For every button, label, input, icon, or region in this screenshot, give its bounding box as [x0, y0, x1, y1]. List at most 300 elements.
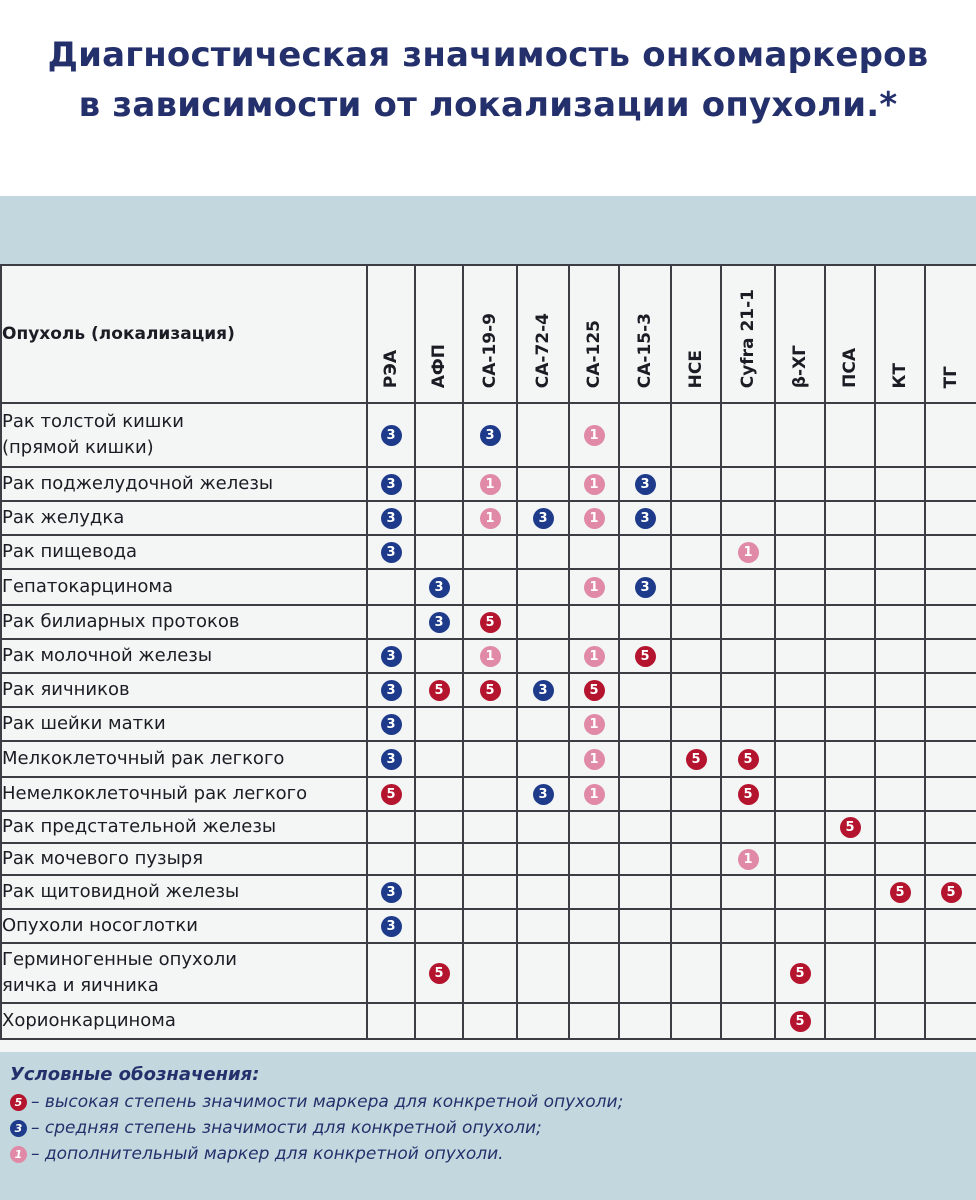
marker-cell	[721, 501, 775, 535]
significance-dot: 3	[381, 749, 402, 770]
marker-cell	[721, 909, 775, 943]
marker-cell	[925, 535, 976, 569]
marker-cell	[875, 673, 925, 707]
marker-header	[925, 265, 976, 403]
marker-cell	[825, 639, 875, 673]
significance-dot: 3	[429, 612, 450, 633]
marker-header	[721, 265, 775, 403]
marker-cell	[619, 673, 671, 707]
marker-cell	[775, 777, 825, 811]
marker-cell	[721, 943, 775, 1003]
significance-dot: 1	[584, 577, 605, 598]
marker-cell	[775, 707, 825, 741]
table-row	[1, 467, 976, 501]
significance-dot: 1	[584, 749, 605, 770]
significance-dot: 1	[584, 714, 605, 735]
marker-cell	[721, 639, 775, 673]
marker-cell	[517, 843, 569, 875]
significance-dot: 1	[584, 474, 605, 495]
marker-cell	[517, 569, 569, 605]
marker-cell	[925, 843, 976, 875]
significance-dot: 1	[584, 425, 605, 446]
marker-cell	[825, 843, 875, 875]
tumor-name: Рак яичников	[1, 673, 367, 707]
marker-cell	[517, 741, 569, 777]
marker-cell	[367, 1003, 415, 1039]
marker-cell	[671, 875, 721, 909]
marker-cell	[463, 875, 517, 909]
marker-cell	[569, 777, 619, 811]
marker-cell	[671, 909, 721, 943]
marker-cell	[825, 673, 875, 707]
significance-dot: 1	[738, 849, 759, 870]
marker-cell	[517, 639, 569, 673]
marker-cell	[619, 741, 671, 777]
marker-cell	[925, 639, 976, 673]
marker-header-label: НСЕ	[686, 349, 706, 388]
marker-cell	[619, 403, 671, 467]
marker-cell	[463, 777, 517, 811]
marker-cell	[875, 875, 925, 909]
marker-cell	[925, 777, 976, 811]
marker-cell	[367, 707, 415, 741]
marker-cell	[875, 843, 925, 875]
marker-cell	[619, 1003, 671, 1039]
marker-cell	[415, 605, 463, 639]
marker-cell	[517, 467, 569, 501]
marker-header-label: СА-125	[584, 319, 604, 388]
marker-cell	[925, 909, 976, 943]
marker-cell	[825, 909, 875, 943]
marker-cell	[825, 1003, 875, 1039]
table-row	[1, 569, 976, 605]
table-row	[1, 673, 976, 707]
significance-dot: 5	[738, 784, 759, 805]
tumor-name: Герминогенные опухоли яичка и яичника	[1, 943, 367, 1003]
marker-cell	[775, 811, 825, 843]
marker-cell	[875, 777, 925, 811]
marker-cell	[671, 777, 721, 811]
marker-cell	[415, 535, 463, 569]
marker-cell	[619, 569, 671, 605]
table-row	[1, 811, 976, 843]
marker-cell	[367, 605, 415, 639]
marker-cell	[367, 843, 415, 875]
marker-cell	[925, 707, 976, 741]
marker-cell	[367, 467, 415, 501]
marker-cell	[671, 943, 721, 1003]
marker-cell	[569, 605, 619, 639]
marker-cell	[875, 605, 925, 639]
marker-cell	[671, 501, 721, 535]
significance-dot: 3	[429, 577, 450, 598]
marker-cell	[875, 467, 925, 501]
legend	[10, 1064, 970, 1167]
marker-cell	[517, 811, 569, 843]
significance-dot: 1	[738, 542, 759, 563]
marker-cell	[721, 605, 775, 639]
marker-cell	[721, 843, 775, 875]
marker-cell	[825, 777, 875, 811]
marker-cell	[875, 943, 925, 1003]
tumor-name: Мелкоклеточный рак легкого	[1, 741, 367, 777]
significance-dot: 1	[584, 508, 605, 529]
marker-cell	[825, 403, 875, 467]
legend-text: – дополнительный маркер для конкретной опухоли.	[31, 1144, 504, 1164]
marker-cell	[721, 741, 775, 777]
significance-dot: 5	[738, 749, 759, 770]
marker-cell	[517, 535, 569, 569]
marker-cell	[875, 909, 925, 943]
marker-cell	[875, 707, 925, 741]
marker-cell	[463, 535, 517, 569]
marker-cell	[517, 707, 569, 741]
marker-cell	[463, 943, 517, 1003]
significance-dot: 3	[635, 508, 656, 529]
significance-dot: 3	[533, 680, 554, 701]
marker-cell	[775, 843, 825, 875]
marker-cell	[721, 569, 775, 605]
tumor-name: Рак шейки матки	[1, 707, 367, 741]
marker-cell	[875, 1003, 925, 1039]
marker-cell	[415, 875, 463, 909]
significance-dot: 5	[840, 817, 861, 838]
marker-header-label: СА-72-4	[533, 312, 553, 388]
marker-cell	[569, 909, 619, 943]
marker-cell	[619, 639, 671, 673]
legend-text: – высокая степень значимости маркера для конкретной опухоли;	[31, 1092, 624, 1112]
marker-cell	[415, 741, 463, 777]
marker-cell	[825, 535, 875, 569]
tumor-name: Рак пищевода	[1, 535, 367, 569]
table-row	[1, 605, 976, 639]
significance-dot: 3	[635, 474, 656, 495]
marker-cell	[415, 811, 463, 843]
legend-item	[10, 1141, 970, 1167]
marker-cell	[925, 403, 976, 467]
marker-cell	[925, 467, 976, 501]
tumor-name: Хорионкарцинома	[1, 1003, 367, 1039]
marker-cell	[367, 535, 415, 569]
significance-dot: 3	[381, 425, 402, 446]
marker-cell	[775, 569, 825, 605]
marker-header-label: РЭА	[381, 349, 401, 388]
marker-cell	[875, 569, 925, 605]
marker-cell	[619, 605, 671, 639]
marker-header	[619, 265, 671, 403]
significance-dot: 3	[533, 784, 554, 805]
marker-cell	[825, 811, 875, 843]
marker-cell	[463, 707, 517, 741]
marker-cell	[463, 605, 517, 639]
marker-cell	[721, 777, 775, 811]
marker-cell	[721, 403, 775, 467]
marker-cell	[775, 875, 825, 909]
marker-cell	[569, 1003, 619, 1039]
marker-cell	[463, 843, 517, 875]
marker-header-label: β-ХГ	[790, 344, 810, 388]
significance-dot: 3	[533, 508, 554, 529]
significance-dot: 1	[480, 646, 501, 667]
tumor-name: Рак молочной железы	[1, 639, 367, 673]
marker-cell	[875, 535, 925, 569]
tumor-name: Опухоли носоглотки	[1, 909, 367, 943]
marker-cell	[825, 501, 875, 535]
marker-cell	[569, 467, 619, 501]
marker-cell	[671, 1003, 721, 1039]
marker-cell	[569, 501, 619, 535]
marker-cell	[825, 875, 875, 909]
marker-cell	[619, 467, 671, 501]
marker-cell	[619, 943, 671, 1003]
title-line-1: Диагностическая значимость онкомаркеров	[47, 35, 929, 75]
marker-cell	[671, 843, 721, 875]
marker-cell	[463, 1003, 517, 1039]
marker-cell	[925, 605, 976, 639]
corner-label: Опухоль (локализация)	[1, 265, 367, 403]
marker-cell	[925, 741, 976, 777]
tumor-name: Рак щитовидной железы	[1, 875, 367, 909]
marker-table	[0, 264, 976, 1040]
marker-cell	[775, 673, 825, 707]
significance-dot: 3	[381, 646, 402, 667]
marker-cell	[619, 811, 671, 843]
marker-cell	[463, 811, 517, 843]
marker-cell	[775, 943, 825, 1003]
marker-header-label: ПСА	[840, 348, 860, 388]
marker-cell	[721, 467, 775, 501]
page-title	[0, 30, 976, 130]
marker-cell	[775, 909, 825, 943]
marker-cell	[775, 467, 825, 501]
marker-cell	[517, 501, 569, 535]
significance-dot: 5	[381, 784, 402, 805]
marker-cell	[721, 875, 775, 909]
marker-cell	[875, 639, 925, 673]
marker-cell	[367, 501, 415, 535]
significance-dot: 1	[584, 784, 605, 805]
marker-cell	[875, 741, 925, 777]
table-row	[1, 501, 976, 535]
marker-cell	[415, 943, 463, 1003]
legend-text: – средняя степень значимости для конкретной опухоли;	[31, 1118, 542, 1138]
legend-dot: 3	[10, 1120, 27, 1137]
marker-cell	[619, 707, 671, 741]
marker-cell	[415, 909, 463, 943]
significance-dot: 3	[381, 714, 402, 735]
significance-dot: 3	[381, 474, 402, 495]
marker-cell	[721, 811, 775, 843]
tumor-name: Гепатокарцинома	[1, 569, 367, 605]
marker-cell	[825, 569, 875, 605]
marker-cell	[517, 777, 569, 811]
marker-cell	[569, 875, 619, 909]
marker-cell	[367, 639, 415, 673]
significance-dot: 5	[480, 612, 501, 633]
marker-cell	[367, 909, 415, 943]
table-row	[1, 875, 976, 909]
significance-dot: 5	[686, 749, 707, 770]
marker-cell	[569, 569, 619, 605]
marker-cell	[875, 811, 925, 843]
marker-cell	[367, 875, 415, 909]
marker-cell	[775, 403, 825, 467]
marker-cell	[463, 403, 517, 467]
marker-cell	[463, 467, 517, 501]
table-row	[1, 843, 976, 875]
significance-dot: 5	[890, 882, 911, 903]
marker-header-label: СА-19-9	[480, 312, 500, 388]
significance-dot: 5	[429, 680, 450, 701]
marker-cell	[619, 843, 671, 875]
table-row	[1, 403, 976, 467]
marker-cell	[775, 501, 825, 535]
marker-cell	[415, 403, 463, 467]
marker-cell	[463, 639, 517, 673]
marker-header	[415, 265, 463, 403]
tumor-name: Немелкоклеточный рак легкого	[1, 777, 367, 811]
marker-header	[875, 265, 925, 403]
marker-cell	[415, 673, 463, 707]
marker-cell	[825, 467, 875, 501]
marker-cell	[415, 1003, 463, 1039]
marker-cell	[825, 943, 875, 1003]
marker-cell	[721, 535, 775, 569]
table-row	[1, 741, 976, 777]
significance-dot: 3	[381, 680, 402, 701]
marker-cell	[825, 741, 875, 777]
tumor-name: Рак поджелудочной железы	[1, 467, 367, 501]
marker-cell	[775, 1003, 825, 1039]
marker-cell	[569, 741, 619, 777]
marker-cell	[569, 943, 619, 1003]
significance-dot: 1	[480, 508, 501, 529]
marker-cell	[925, 501, 976, 535]
significance-dot: 3	[635, 577, 656, 598]
marker-header	[463, 265, 517, 403]
marker-cell	[671, 811, 721, 843]
marker-cell	[721, 673, 775, 707]
marker-cell	[875, 403, 925, 467]
marker-cell	[925, 811, 976, 843]
marker-cell	[463, 673, 517, 707]
marker-cell	[367, 569, 415, 605]
marker-cell	[569, 403, 619, 467]
table-row	[1, 535, 976, 569]
marker-cell	[517, 605, 569, 639]
significance-dot: 5	[584, 680, 605, 701]
table-body	[1, 403, 976, 1039]
marker-cell	[517, 403, 569, 467]
marker-cell	[569, 811, 619, 843]
significance-dot: 5	[790, 963, 811, 984]
marker-cell	[415, 501, 463, 535]
marker-cell	[367, 403, 415, 467]
marker-cell	[775, 535, 825, 569]
marker-cell	[569, 639, 619, 673]
marker-cell	[619, 875, 671, 909]
marker-cell	[463, 569, 517, 605]
significance-dot: 3	[480, 425, 501, 446]
marker-cell	[569, 843, 619, 875]
legend-dot: 1	[10, 1146, 27, 1163]
marker-cell	[925, 569, 976, 605]
marker-header-label: КТ	[890, 362, 910, 388]
marker-header-label: ТГ	[941, 365, 961, 388]
marker-cell	[671, 639, 721, 673]
marker-cell	[415, 639, 463, 673]
significance-dot: 5	[635, 646, 656, 667]
table-row	[1, 909, 976, 943]
significance-dot: 5	[941, 882, 962, 903]
marker-cell	[463, 741, 517, 777]
marker-cell	[415, 569, 463, 605]
table-header-row	[1, 265, 976, 403]
marker-cell	[367, 777, 415, 811]
marker-cell	[517, 943, 569, 1003]
marker-cell	[415, 843, 463, 875]
marker-cell	[825, 605, 875, 639]
marker-cell	[517, 1003, 569, 1039]
marker-cell	[671, 403, 721, 467]
significance-dot: 5	[429, 963, 450, 984]
marker-header	[671, 265, 721, 403]
marker-cell	[619, 909, 671, 943]
marker-cell	[367, 811, 415, 843]
header	[0, 0, 976, 198]
marker-cell	[367, 943, 415, 1003]
significance-dot: 3	[381, 542, 402, 563]
marker-header	[367, 265, 415, 403]
marker-cell	[619, 777, 671, 811]
marker-cell	[671, 569, 721, 605]
table-row	[1, 639, 976, 673]
significance-dot: 5	[480, 680, 501, 701]
table-row	[1, 943, 976, 1003]
marker-cell	[415, 707, 463, 741]
marker-header-label: АФП	[429, 343, 449, 388]
marker-cell	[775, 741, 825, 777]
marker-cell	[517, 909, 569, 943]
marker-header	[775, 265, 825, 403]
marker-table-container	[0, 264, 976, 1052]
marker-header	[569, 265, 619, 403]
marker-cell	[671, 707, 721, 741]
marker-cell	[619, 535, 671, 569]
marker-cell	[925, 943, 976, 1003]
table-row	[1, 707, 976, 741]
marker-header	[825, 265, 875, 403]
title-line-2: в зависимости от локализации опухоли.*	[78, 85, 898, 125]
marker-cell	[671, 741, 721, 777]
marker-cell	[569, 673, 619, 707]
marker-cell	[569, 707, 619, 741]
tumor-name: Рак желудка	[1, 501, 367, 535]
significance-dot: 1	[480, 474, 501, 495]
marker-cell	[367, 741, 415, 777]
significance-dot: 5	[790, 1011, 811, 1032]
tumor-name: Рак мочевого пузыря	[1, 843, 367, 875]
significance-dot: 3	[381, 882, 402, 903]
marker-cell	[671, 605, 721, 639]
marker-cell	[671, 467, 721, 501]
marker-cell	[925, 875, 976, 909]
table-row	[1, 777, 976, 811]
tumor-name: Рак предстательной железы	[1, 811, 367, 843]
legend-dot: 5	[10, 1094, 27, 1111]
significance-dot: 3	[381, 916, 402, 937]
legend-title: Условные обозначения:	[10, 1064, 260, 1085]
